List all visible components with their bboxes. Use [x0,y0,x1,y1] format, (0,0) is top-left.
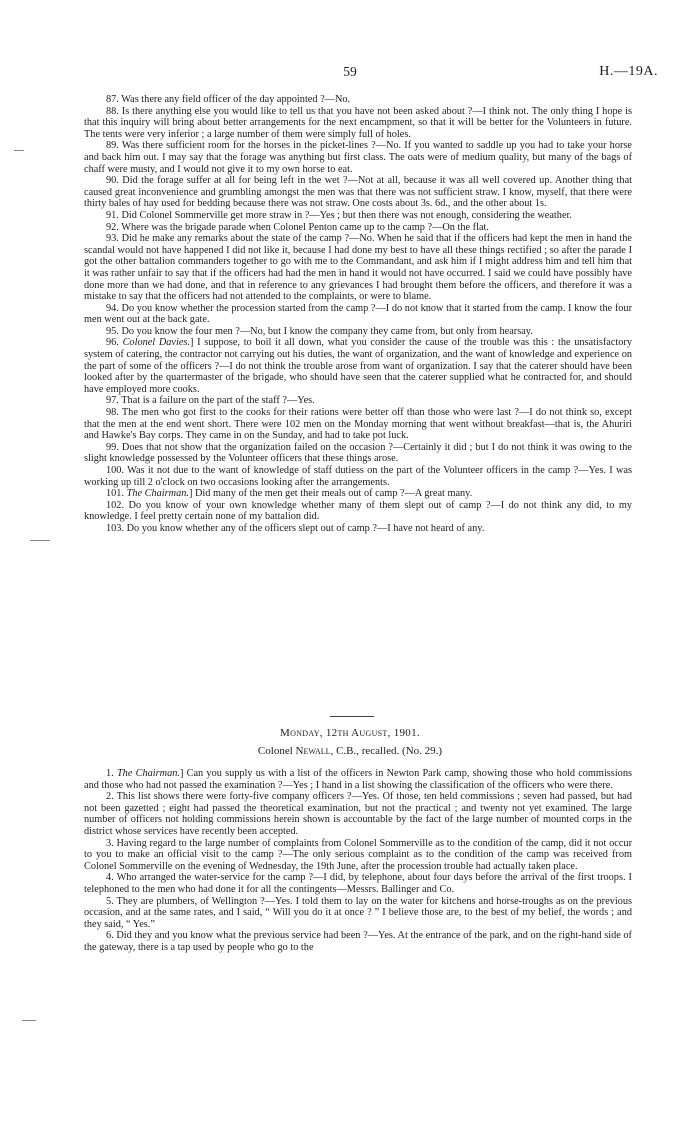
question-paragraph [84,303,632,326]
paragraph-text: 6. Did they and you know what the previous service had been ?—Yes. At the entrance of the park, and on the right-hand side of the gateway, there is a tap used by people who go to the [84,930,632,953]
section-divider [330,716,374,717]
paragraph-text: 4. Who arranged the water-service for the camp ?—I did, by telephone, about four days before the arrival of the first troops. I telephoned to the men who had done it for all the contingents—Messrs. Ballinger and Co. [84,872,632,895]
question-paragraph [84,222,632,234]
paragraph-text: 102. Do you know of your own knowledge whether many of them slept out of camp ?—I do not think any did, to my knowledge. I feel pretty certain none of my battalion did. [84,499,632,523]
paragraph-text: 5. They are plumbers, of Wellington ?—Yes. I told them to lay on the water for kitchens and horse-troughs as on the previous occasion, and at the same rates, and I said, “ Will you do it at once ? ” I believe those are, to the best of my belief, the words ; and they said, “ Yes.” [84,895,632,930]
question-paragraph [84,896,632,931]
question-paragraph [84,488,632,500]
paragraph-text: 95. Do you know the four men ?—No, but I know the company they came from, but only from hearsay. [106,325,533,337]
question-number: 96. [106,337,123,349]
paragraph-text: ] I suppose, to boil it all down, what you consider the cause of the trouble was this : the unsatisfactory system of catering, the contractor not carrying out his duties, the want of organization, and the want of knowledge and experience on the part of some of the officers ?—I do not think the trouble arose from want of organization. I say that the caterer should have been looked after by the quartermaster of the brigade, who should have seen that the caterer supplied what he contracted for, and should have employed more cooks. [84,337,632,395]
paragraph-text: ] Did many of the men get their meals out of camp ?—A great many. [188,488,473,500]
paragraph-text: 103. Do you know whether any of the officers slept out of camp ?—I have not heard of any. [106,522,485,534]
question-number: 1. [106,768,117,779]
question-paragraph [84,465,632,488]
question-paragraph [84,791,632,837]
paragraph-text: 90. Did the forage suffer at all for being left in the wet ?—Not at all, because it was all well covered up. Another thing that caused great inconvenience and grumbling amongst the men was that there was not sufficient straw. I know, myself, that there were thirty bales of hay used for bedding because there was not straw. One costs about 3s. 6d., and the other about 1s. [84,175,632,210]
witness-details: , C.B., recalled. (No. 29.) [330,745,443,757]
question-paragraph [84,210,632,222]
witness-name: Newall [295,745,331,757]
question-paragraph [84,233,632,303]
question-paragraph [84,500,632,523]
paragraph-text: 93. Did he make any remarks about the state of the camp ?—No. When he said that if the officers had kept the men in hand the scandal would not have happened I did not like it, because I had done my best to have all these things rectified ; so after the parade I got the other battalion commanders together to go with me to the Commandant, and ask him if I might address him and tell him that it was rather unfair to say that if the officers had had the men in hand it would not have occurred. I said we could have possibly have done more than we had done, and that in reference to any grievances I had brought them before the officers, and therefore it was a mistake to say that the officers had not attended to the complaints, or were to blame. [84,233,632,303]
paragraph-text: ] Can you supply us with a list of the officers in Newton Park camp, showing those who hold commissions and those who had not passed the examination ?—Yes ; I hand in a list showing the classification of the officers who were there. [84,768,632,791]
question-paragraph [84,930,632,953]
testimony-section-continued [84,94,632,535]
session-date-heading: Monday, 12th August, 1901. [280,727,420,739]
speaker-name: The Chairman. [116,768,180,779]
speaker-name: Colonel Davies. [122,337,191,349]
question-paragraph [84,175,632,210]
document-reference: H.—19A. [599,64,658,79]
paragraph-text: 97. That is a failure on the part of the staff ?—Yes. [106,395,315,407]
paragraph-text: 94. Do you know whether the procession started from the camp ?—I do not know that it started from the camp. I know the four men went out at the back gate. [84,302,632,326]
witness-title: Colonel [257,745,296,757]
question-paragraph [84,395,632,407]
question-paragraph [84,872,632,895]
question-paragraph [84,407,632,442]
question-paragraph [84,442,632,465]
paragraph-text: 87. Was there any field officer of the day appointed ?—No. [106,94,351,105]
question-number: 101. [106,488,127,500]
question-paragraph [84,140,632,175]
question-paragraph [84,326,632,338]
question-paragraph [84,337,632,395]
margin-mark [30,540,50,541]
page-number: 59 [343,64,357,79]
paragraph-text: 91. Did Colonel Sommerville get more straw in ?—Yes ; but then there was not enough, considering the weather. [106,209,572,221]
question-paragraph [84,523,632,535]
margin-mark [22,1020,36,1021]
paragraph-text: 2. This list shows there were forty-five company officers ?—Yes. Of those, ten held commissions ; seven had passed, but had not been gazetted ; eight had passed the theoretical examination, but not the practical ; and twenty not yet examined. The large number of officers not holding commissions herein shown is accountable by the fact of the large number of mounted corps in the district whose services have recently been accepted. [84,791,632,837]
question-paragraph [84,106,632,141]
paragraph-text: 3. Having regard to the large number of complaints from Colonel Sommerville as to the condition of the camp, did it not occur to you to make an official visit to the camp ?—The only serious complaint as to the condition of the camp was received from Colonel Sommerville on the evening of Wednesday, the 19th June, after the procession trouble had actually taken place. [84,837,632,872]
paragraph-text: 89. Was there sufficient room for the horses in the picket-lines ?—No. If you wanted to saddle up you had to take your horse and back him out. I may say that the forage was anything but first class. The oats were of medium quality, but many of the bags of chaff were musty, and I would not give it to my own horse to eat. [84,140,632,175]
paragraph-text: 100. Was it not due to the want of knowledge of staff dutiess on the part of the Volunteer officers in the camp ?—Yes. I was working up till 2 o'clock on two occasions looking after the arrangements. [84,465,632,488]
paragraph-text: 92. Where was the brigade parade when Colonel Penton came up to the camp ?—On the flat. [106,221,489,233]
paragraph-text: 99. Does that not show that the organization failed on the occasion ?—Certainly it did ; but I do not think it was owing to the slight knowledge possessed by the Volunteer officers that these things arose. [84,441,632,465]
margin-mark [14,150,24,151]
witness-heading [0,745,700,758]
paragraph-text: 98. The men who got first to the cooks for their rations were better off than those who were last ?—I do not think so, except that the men at the end went short. There were 102 men on the Monday morning that went without breakfast—that is, the Ahuriri and Hawke's Bay corps. They came in on the Sunday, and had to take pot luck. [84,407,632,442]
question-paragraph [84,838,632,873]
question-paragraph [84,768,632,791]
question-paragraph [84,94,632,106]
paragraph-text: 88. Is there anything else you would like to tell us that you have not been asked about ?—I think not. The only thing I hope is that this inquiry will bring about better arrangements for the next encampment, so that it will be better for the Volunteers in future. The tents were very inferior ; a large number of them were simply full of holes. [84,105,632,140]
speaker-name: The Chairman. [126,488,189,500]
testimony-section-newall [84,768,632,954]
